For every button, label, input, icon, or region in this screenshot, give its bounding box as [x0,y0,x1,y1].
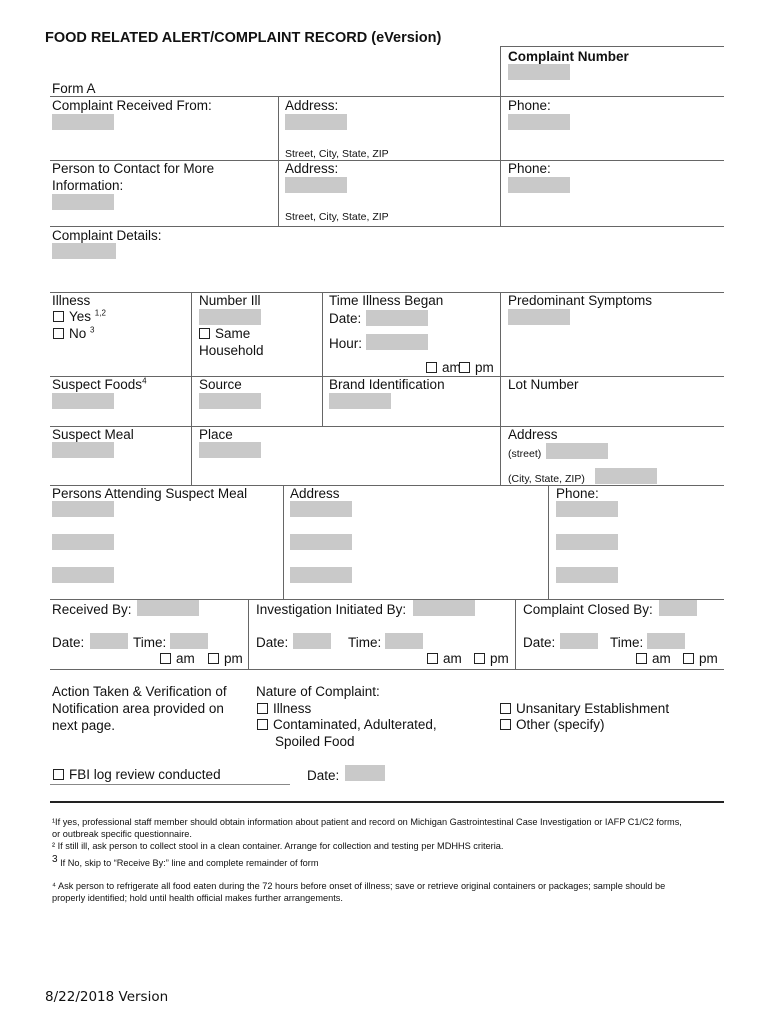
symptoms-label: Predominant Symptoms [508,293,653,308]
time-illness-date-field[interactable] [366,310,428,326]
suspect-meal-field[interactable] [52,442,114,458]
person-address-field[interactable] [290,501,352,517]
pm-text: pm [699,651,718,666]
fbi-checkbox[interactable] [53,769,64,780]
person-phone-field[interactable] [556,534,618,550]
received-from-phone-field[interactable] [508,114,570,130]
action-line1: Action Taken & Verification of [52,684,227,699]
same-household-checkbox[interactable] [199,328,210,339]
received-date-label: Date: [52,635,85,650]
lot-label: Lot Number [508,377,579,392]
contact-phone-field[interactable] [508,177,570,193]
am-text: am [443,651,462,666]
pm-text: pm [224,651,243,666]
suspect-foods-text: Suspect Foods [52,377,143,392]
divider [283,485,284,599]
nature-illness-checkbox[interactable] [257,703,268,714]
investigation-time-field[interactable] [385,633,423,649]
am-checkbox[interactable] [427,653,438,664]
divider [500,292,501,485]
divider [278,96,279,226]
nature-unsanitary-checkbox[interactable] [500,703,511,714]
am-text: am [176,651,195,666]
place-label: Place [199,427,233,442]
divider [50,426,724,427]
pm-checkbox[interactable] [208,653,219,664]
same-household-option[interactable] [199,326,250,342]
divider [322,292,323,426]
time-illness-label: Time Illness Began [329,293,444,308]
contact-address-hint: Street, City, State, ZIP [285,211,389,223]
illness-yes-sup: 1,2 [94,308,106,318]
illness-no-text: No [69,326,87,341]
footnote-1: ¹If yes, professional staff member should obtain information about patient and record on Michigan Gastrointestinal Case Investigation or IAFP C1/C2 forms, or outbreak specific questionnaire. [52,817,682,839]
received-from-field[interactable] [52,114,114,130]
closed-field[interactable] [659,600,697,616]
nature-other-checkbox[interactable] [500,719,511,730]
divider [50,669,724,670]
person-address-field[interactable] [290,567,352,583]
person-address-field[interactable] [290,534,352,550]
investigation-date-label: Date: [256,635,289,650]
investigation-label: Investigation Initiated By: [256,602,407,617]
footnote-2: ² If still ill, ask person to collect stool in a clean container. Arrange for collection and testing per MDHHS criteria. [52,841,504,851]
action-line2: Notification area provided on [52,701,224,716]
nature-illness-option[interactable] [257,701,311,717]
person-name-field[interactable] [52,567,114,583]
suspect-foods-field[interactable] [52,393,114,409]
meal-address-city-label: (City, State, ZIP) [508,473,585,485]
contact-label-line1: Person to Contact for More [52,161,215,176]
household-text: Household [199,343,264,358]
details-label: Complaint Details: [52,228,162,243]
footnote-3-number: 3 [52,853,58,865]
closed-am-option[interactable] [636,651,671,667]
number-ill-field[interactable] [199,309,261,325]
person-phone-field[interactable] [556,501,618,517]
investigation-pm-option[interactable] [474,651,509,667]
fbi-date-field[interactable] [345,765,385,781]
divider [500,96,501,226]
received-from-address-label: Address: [285,98,339,113]
nature-spoiled-text: Spoiled Food [275,734,355,749]
received-time-field[interactable] [170,633,208,649]
closed-time-label: Time: [610,635,644,650]
received-from-address-field[interactable] [285,114,347,130]
divider [50,784,290,785]
pm-checkbox[interactable] [474,653,485,664]
illness-no-option[interactable] [53,326,94,342]
source-field[interactable] [199,393,261,409]
persons-label: Persons Attending Suspect Meal [52,486,248,501]
brand-field[interactable] [329,393,391,409]
pm-checkbox[interactable] [459,362,470,373]
illness-no-sup: 3 [90,325,95,335]
illness-yes-checkbox[interactable] [53,311,64,322]
meal-address-label: Address [508,427,558,442]
meal-address-city-field[interactable] [595,468,657,484]
nature-label: Nature of Complaint: [256,684,380,699]
persons-address-label: Address [290,486,340,501]
meal-address-street-field[interactable] [546,443,608,459]
footnote-3-text: If No, skip to “Receive By:” line and complete remainder of form [57,858,319,868]
divider [248,599,249,669]
contact-phone-label: Phone: [508,161,551,176]
complaint-number-field[interactable] [508,64,570,80]
closed-date-field[interactable] [560,633,598,649]
nature-illness-text: Illness [273,701,312,716]
nature-contaminated-text: Contaminated, Adulterated, [273,717,437,732]
am-text: am [652,651,671,666]
form-title: FOOD RELATED ALERT/COMPLAINT RECORD (eVersion) [45,30,442,46]
am-checkbox[interactable] [636,653,647,664]
contact-field[interactable] [52,194,114,210]
source-label: Source [199,377,242,392]
received-pm-option[interactable] [208,651,243,667]
received-am-option[interactable] [160,651,195,667]
nature-other-text: Other (specify) [516,717,605,732]
closed-date-label: Date: [523,635,556,650]
nature-unsanitary-option[interactable] [500,701,669,717]
meal-address-street-label: (street) [508,448,542,460]
am-checkbox[interactable] [426,362,437,373]
contact-label-line2: Information: [52,178,124,193]
fbi-option[interactable] [53,767,221,783]
illness-no-checkbox[interactable] [53,328,64,339]
received-from-label: Complaint Received From: [52,98,212,113]
pm-text: pm [475,360,494,375]
fbi-date-label: Date: [307,768,340,783]
time-illness-date-label: Date: [329,311,362,326]
symptoms-field[interactable] [508,309,570,325]
nature-contaminated-option[interactable] [257,717,437,733]
received-from-address-hint: Street, City, State, ZIP [285,148,389,160]
closed-pm-option[interactable] [683,651,718,667]
footnote-separator [50,801,724,803]
person-name-field[interactable] [52,501,114,517]
divider [500,46,501,96]
footnote-3 [52,853,692,869]
illness-yes-option[interactable] [53,309,106,325]
person-phone-field[interactable] [556,567,618,583]
received-from-phone-label: Phone: [508,98,551,113]
time-illness-hour-label: Hour: [329,336,363,351]
pm-text: pm [490,651,509,666]
illness-yes-text: Yes [69,309,92,324]
closed-label: Complaint Closed By: [523,602,653,617]
same-text: Same [215,326,251,341]
persons-phone-label: Phone: [556,486,599,501]
fbi-text: FBI log review conducted [69,767,221,782]
time-illness-hour-field[interactable] [366,334,428,350]
contact-address-field[interactable] [285,177,347,193]
divider [191,292,192,485]
closed-time-field[interactable] [647,633,685,649]
action-line3: next page. [52,718,116,733]
divider [50,226,724,227]
investigation-am-option[interactable] [427,651,462,667]
divider [548,485,549,599]
complaint-number-label: Complaint Number [508,49,629,64]
place-field[interactable] [199,442,261,458]
divider [515,599,516,669]
received-date-field[interactable] [90,633,128,649]
divider [50,96,724,97]
form-label: Form A [52,81,96,96]
suspect-meal-label: Suspect Meal [52,427,134,442]
version-text: 8/22/2018 Version [45,989,169,1005]
illness-label: Illness [52,293,91,308]
nature-other-option[interactable] [500,717,605,733]
time-illness-pm-option[interactable] [459,360,494,376]
nature-unsanitary-text: Unsanitary Establishment [516,701,670,716]
am-checkbox[interactable] [160,653,171,664]
received-by-label: Received By: [52,602,132,617]
investigation-time-label: Time: [348,635,382,650]
time-illness-am-option[interactable] [426,360,461,376]
details-field[interactable] [52,243,116,259]
am-text: am [442,360,461,375]
nature-contaminated-checkbox[interactable] [257,719,268,730]
number-ill-label: Number Ill [199,293,261,308]
suspect-foods-sup: 4 [142,376,147,386]
pm-checkbox[interactable] [683,653,694,664]
contact-address-label: Address: [285,161,339,176]
person-name-field[interactable] [52,534,114,550]
received-time-label: Time: [133,635,167,650]
investigation-date-field[interactable] [293,633,331,649]
received-by-field[interactable] [137,600,199,616]
suspect-foods-label [52,377,147,393]
footnote-4: ⁴ Ask person to refrigerate all food eaten during the 72 hours before onset of illness; save or retrieve original containers or packages; sample should be properly identified; hold until health official makes further arrangements. [52,881,666,903]
brand-label: Brand Identification [329,377,445,392]
divider [500,46,724,47]
investigation-field[interactable] [413,600,475,616]
